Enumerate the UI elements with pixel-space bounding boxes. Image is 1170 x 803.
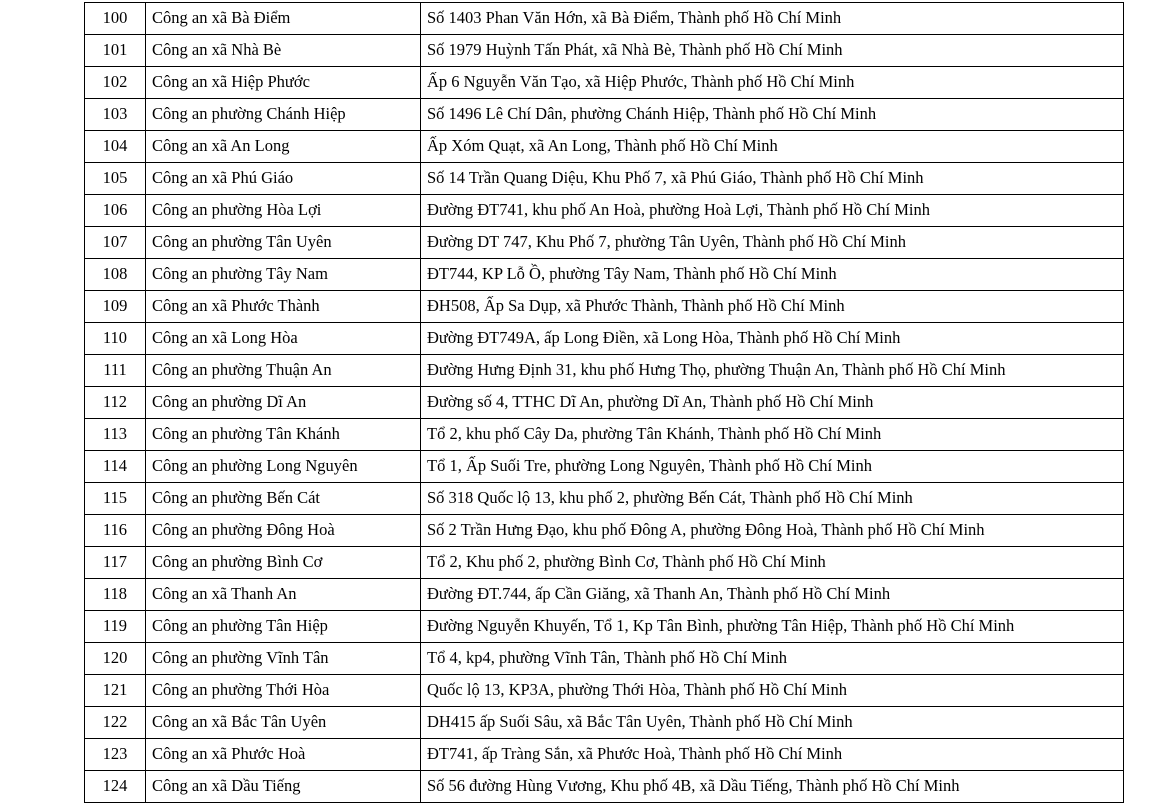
table-row [85,387,1124,419]
table-row [85,611,1124,643]
cell-row-number: 122 [85,707,146,739]
cell-row-number: 101 [85,35,146,67]
cell-unit-name: Công an phường Long Nguyên [146,451,421,483]
cell-row-number: 123 [85,739,146,771]
cell-unit-name: Công an xã An Long [146,131,421,163]
cell-row-number: 124 [85,771,146,803]
table-row [85,547,1124,579]
cell-address: Đường Nguyễn Khuyến, Tổ 1, Kp Tân Bình, phường Tân Hiệp, Thành phố Hồ Chí Minh [421,611,1124,643]
cell-row-number: 105 [85,163,146,195]
cell-address: DH415 ấp Suối Sâu, xã Bắc Tân Uyên, Thành phố Hồ Chí Minh [421,707,1124,739]
table-row [85,3,1124,35]
cell-unit-name: Công an phường Dĩ An [146,387,421,419]
cell-row-number: 102 [85,67,146,99]
cell-address: Đường ĐT.744, ấp Cần Giăng, xã Thanh An, Thành phố Hồ Chí Minh [421,579,1124,611]
cell-address: Đường Hưng Định 31, khu phố Hưng Thọ, phường Thuận An, Thành phố Hồ Chí Minh [421,355,1124,387]
cell-unit-name: Công an xã Nhà Bè [146,35,421,67]
table-row [85,515,1124,547]
cell-address: Số 1496 Lê Chí Dân, phường Chánh Hiệp, Thành phố Hồ Chí Minh [421,99,1124,131]
cell-row-number: 113 [85,419,146,451]
cell-unit-name: Công an phường Vĩnh Tân [146,643,421,675]
cell-unit-name: Công an phường Tây Nam [146,259,421,291]
cell-row-number: 118 [85,579,146,611]
table-row [85,355,1124,387]
table-row [85,131,1124,163]
table-row [85,163,1124,195]
cell-row-number: 119 [85,611,146,643]
cell-address: Số 14 Trần Quang Diệu, Khu Phố 7, xã Phú Giáo, Thành phố Hồ Chí Minh [421,163,1124,195]
cell-address: Số 1979 Huỳnh Tấn Phát, xã Nhà Bè, Thành phố Hồ Chí Minh [421,35,1124,67]
cell-row-number: 114 [85,451,146,483]
table-row [85,483,1124,515]
cell-row-number: 100 [85,3,146,35]
cell-address: Số 2 Trần Hưng Đạo, khu phố Đông A, phường Đông Hoà, Thành phố Hồ Chí Minh [421,515,1124,547]
cell-address: Ấp 6 Nguyễn Văn Tạo, xã Hiệp Phước, Thành phố Hồ Chí Minh [421,67,1124,99]
cell-row-number: 106 [85,195,146,227]
police-station-table [84,2,1124,803]
cell-row-number: 121 [85,675,146,707]
cell-unit-name: Công an xã Phước Hoà [146,739,421,771]
cell-unit-name: Công an xã Bà Điểm [146,3,421,35]
table-row [85,419,1124,451]
cell-address: Quốc lộ 13, KP3A, phường Thới Hòa, Thành phố Hồ Chí Minh [421,675,1124,707]
cell-address: Đường số 4, TTHC Dĩ An, phường Dĩ An, Thành phố Hồ Chí Minh [421,387,1124,419]
cell-row-number: 110 [85,323,146,355]
cell-unit-name: Công an xã Phước Thành [146,291,421,323]
table-row [85,67,1124,99]
cell-address: Tổ 4, kp4, phường Vĩnh Tân, Thành phố Hồ Chí Minh [421,643,1124,675]
cell-unit-name: Công an xã Bắc Tân Uyên [146,707,421,739]
cell-address: Tổ 1, Ấp Suối Tre, phường Long Nguyên, Thành phố Hồ Chí Minh [421,451,1124,483]
table-row [85,227,1124,259]
cell-address: Số 318 Quốc lộ 13, khu phố 2, phường Bến Cát, Thành phố Hồ Chí Minh [421,483,1124,515]
cell-row-number: 120 [85,643,146,675]
cell-unit-name: Công an phường Hòa Lợi [146,195,421,227]
cell-address: Đường ĐT741, khu phố An Hoà, phường Hoà Lợi, Thành phố Hồ Chí Minh [421,195,1124,227]
table-row [85,259,1124,291]
cell-row-number: 111 [85,355,146,387]
cell-row-number: 104 [85,131,146,163]
cell-unit-name: Công an xã Thanh An [146,579,421,611]
table-row [85,291,1124,323]
cell-address: Số 1403 Phan Văn Hớn, xã Bà Điểm, Thành phố Hồ Chí Minh [421,3,1124,35]
cell-row-number: 116 [85,515,146,547]
table-body [85,3,1124,803]
police-station-table-wrapper [84,2,1084,803]
cell-address: Đường DT 747, Khu Phố 7, phường Tân Uyên, Thành phố Hồ Chí Minh [421,227,1124,259]
cell-unit-name: Công an xã Hiệp Phước [146,67,421,99]
cell-row-number: 115 [85,483,146,515]
cell-unit-name: Công an phường Thới Hòa [146,675,421,707]
table-row [85,771,1124,803]
cell-unit-name: Công an phường Tân Uyên [146,227,421,259]
cell-unit-name: Công an phường Chánh Hiệp [146,99,421,131]
cell-row-number: 108 [85,259,146,291]
cell-address: Đường ĐT749A, ấp Long Điền, xã Long Hòa, Thành phố Hồ Chí Minh [421,323,1124,355]
cell-row-number: 112 [85,387,146,419]
cell-unit-name: Công an xã Dầu Tiếng [146,771,421,803]
cell-address: Tổ 2, khu phố Cây Da, phường Tân Khánh, Thành phố Hồ Chí Minh [421,419,1124,451]
table-row [85,195,1124,227]
table-row [85,739,1124,771]
table-row [85,451,1124,483]
table-row [85,323,1124,355]
cell-address: Tổ 2, Khu phố 2, phường Bình Cơ, Thành phố Hồ Chí Minh [421,547,1124,579]
table-row [85,99,1124,131]
table-row [85,643,1124,675]
table-row [85,707,1124,739]
cell-address: Ấp Xóm Quạt, xã An Long, Thành phố Hồ Chí Minh [421,131,1124,163]
cell-row-number: 103 [85,99,146,131]
cell-unit-name: Công an phường Thuận An [146,355,421,387]
cell-unit-name: Công an phường Đông Hoà [146,515,421,547]
table-row [85,35,1124,67]
cell-row-number: 109 [85,291,146,323]
cell-unit-name: Công an phường Bến Cát [146,483,421,515]
cell-unit-name: Công an phường Tân Khánh [146,419,421,451]
cell-unit-name: Công an phường Tân Hiệp [146,611,421,643]
cell-address: ĐT741, ấp Tràng Sắn, xã Phước Hoà, Thành phố Hồ Chí Minh [421,739,1124,771]
cell-unit-name: Công an xã Long Hòa [146,323,421,355]
cell-address: ĐT744, KP Lỗ Ồ, phường Tây Nam, Thành phố Hồ Chí Minh [421,259,1124,291]
cell-address: Số 56 đường Hùng Vương, Khu phố 4B, xã Dầu Tiếng, Thành phố Hồ Chí Minh [421,771,1124,803]
cell-unit-name: Công an phường Bình Cơ [146,547,421,579]
cell-unit-name: Công an xã Phú Giáo [146,163,421,195]
table-row [85,579,1124,611]
table-row [85,675,1124,707]
cell-address: ĐH508, Ấp Sa Dụp, xã Phước Thành, Thành phố Hồ Chí Minh [421,291,1124,323]
cell-row-number: 117 [85,547,146,579]
cell-row-number: 107 [85,227,146,259]
